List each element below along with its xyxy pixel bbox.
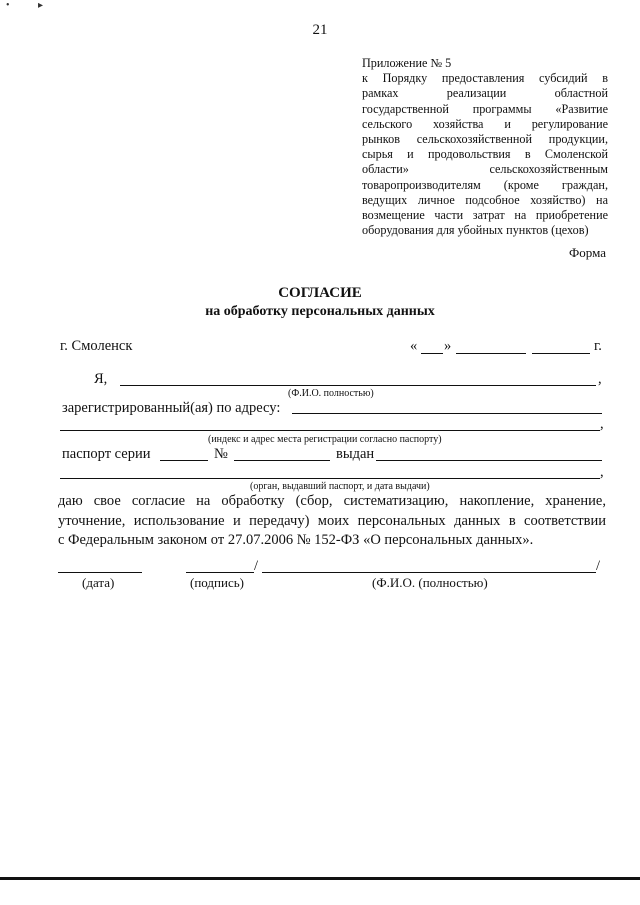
fio-caption: (Ф.И.О. полностью) [288, 388, 374, 399]
appendix-block [362, 56, 608, 238]
address-field-1[interactable] [292, 413, 602, 414]
date-month-field[interactable] [456, 353, 526, 354]
signature-fio-field[interactable] [262, 572, 596, 573]
fio-full-caption: (Ф.И.О. (полностью) [372, 575, 488, 590]
date-close-quote: » [444, 338, 452, 354]
consent-line: уточнение, использование и передачу) моих персональных данных в соответствии [58, 512, 606, 529]
appendix-line: рынков сельскохозяйственной продукции, [362, 132, 608, 147]
address-caption: (индекс и адрес места регистрации согласно паспорту) [208, 434, 442, 445]
registered-label: зарегистрированный(ая) по адресу: [62, 400, 281, 416]
bottom-rule [0, 877, 640, 880]
date-open-quote: « [410, 338, 418, 354]
date-caption: (дата) [82, 575, 115, 590]
appendix-line: сельского хозяйства и регулирование [362, 116, 608, 131]
slash: / [596, 558, 601, 574]
appendix-line: ведущих личное подсобное хозяйство) на [362, 192, 608, 207]
document-title: СОГЛАСИЕ [278, 285, 362, 301]
date-day-field[interactable] [421, 353, 443, 354]
passport-number-label: № [214, 446, 228, 462]
appendix-line: товаропроизводителям (кроме граждан, [362, 177, 608, 192]
appendix-line: Приложение № 5 [362, 56, 452, 70]
signature-date-field[interactable] [58, 572, 142, 573]
form-label: Форма [569, 245, 606, 260]
comma: , [600, 464, 604, 480]
appendix-line: области» сельскохозяйственным [362, 162, 608, 177]
fio-field[interactable] [120, 385, 596, 386]
appendix-line: сырья и продовольствия в Смоленской [362, 147, 608, 162]
appendix-line: к Порядку предоставления субсидий в [362, 71, 608, 86]
year-suffix: г. [594, 338, 602, 354]
document-subtitle: на обработку персональных данных [205, 304, 435, 319]
passport-series-label: паспорт серии [62, 446, 151, 462]
signature-caption: (подпись) [190, 575, 244, 590]
corner-mark-1: • [6, 0, 10, 11]
i-label: Я, [94, 371, 108, 387]
city-label: г. Смоленск [60, 338, 133, 354]
corner-mark-2: ▸ [38, 0, 44, 11]
issuer-caption: (орган, выдавший паспорт, и дата выдачи) [250, 481, 430, 492]
passport-series-field[interactable] [160, 460, 208, 461]
comma: , [598, 371, 602, 387]
issued-by-field-2[interactable] [60, 478, 600, 479]
date-year-field[interactable] [532, 353, 590, 354]
appendix-line: государственной программы «Развитие [362, 101, 608, 116]
comma: , [600, 416, 604, 432]
signature-field[interactable] [186, 572, 254, 573]
address-field-2[interactable] [60, 430, 600, 431]
appendix-line: оборудования для убойных пунктов (цехов) [362, 223, 589, 238]
appendix-line: возмещение части затрат на приобретение [362, 208, 608, 223]
appendix-line: рамках реализации областной [362, 86, 608, 101]
consent-text [58, 492, 606, 551]
issued-label: выдан [336, 446, 375, 462]
slash: / [254, 558, 259, 574]
issued-by-field-1[interactable] [376, 460, 602, 461]
consent-line: даю свое согласие на обработку (сбор, систематизацию, накопление, хранение, [58, 493, 606, 509]
passport-number-field[interactable] [234, 460, 330, 461]
consent-line: с Федеральным законом от 27.07.2006 № 152-ФЗ «О персональных данных». [58, 532, 534, 548]
page-number: 21 [312, 22, 328, 38]
